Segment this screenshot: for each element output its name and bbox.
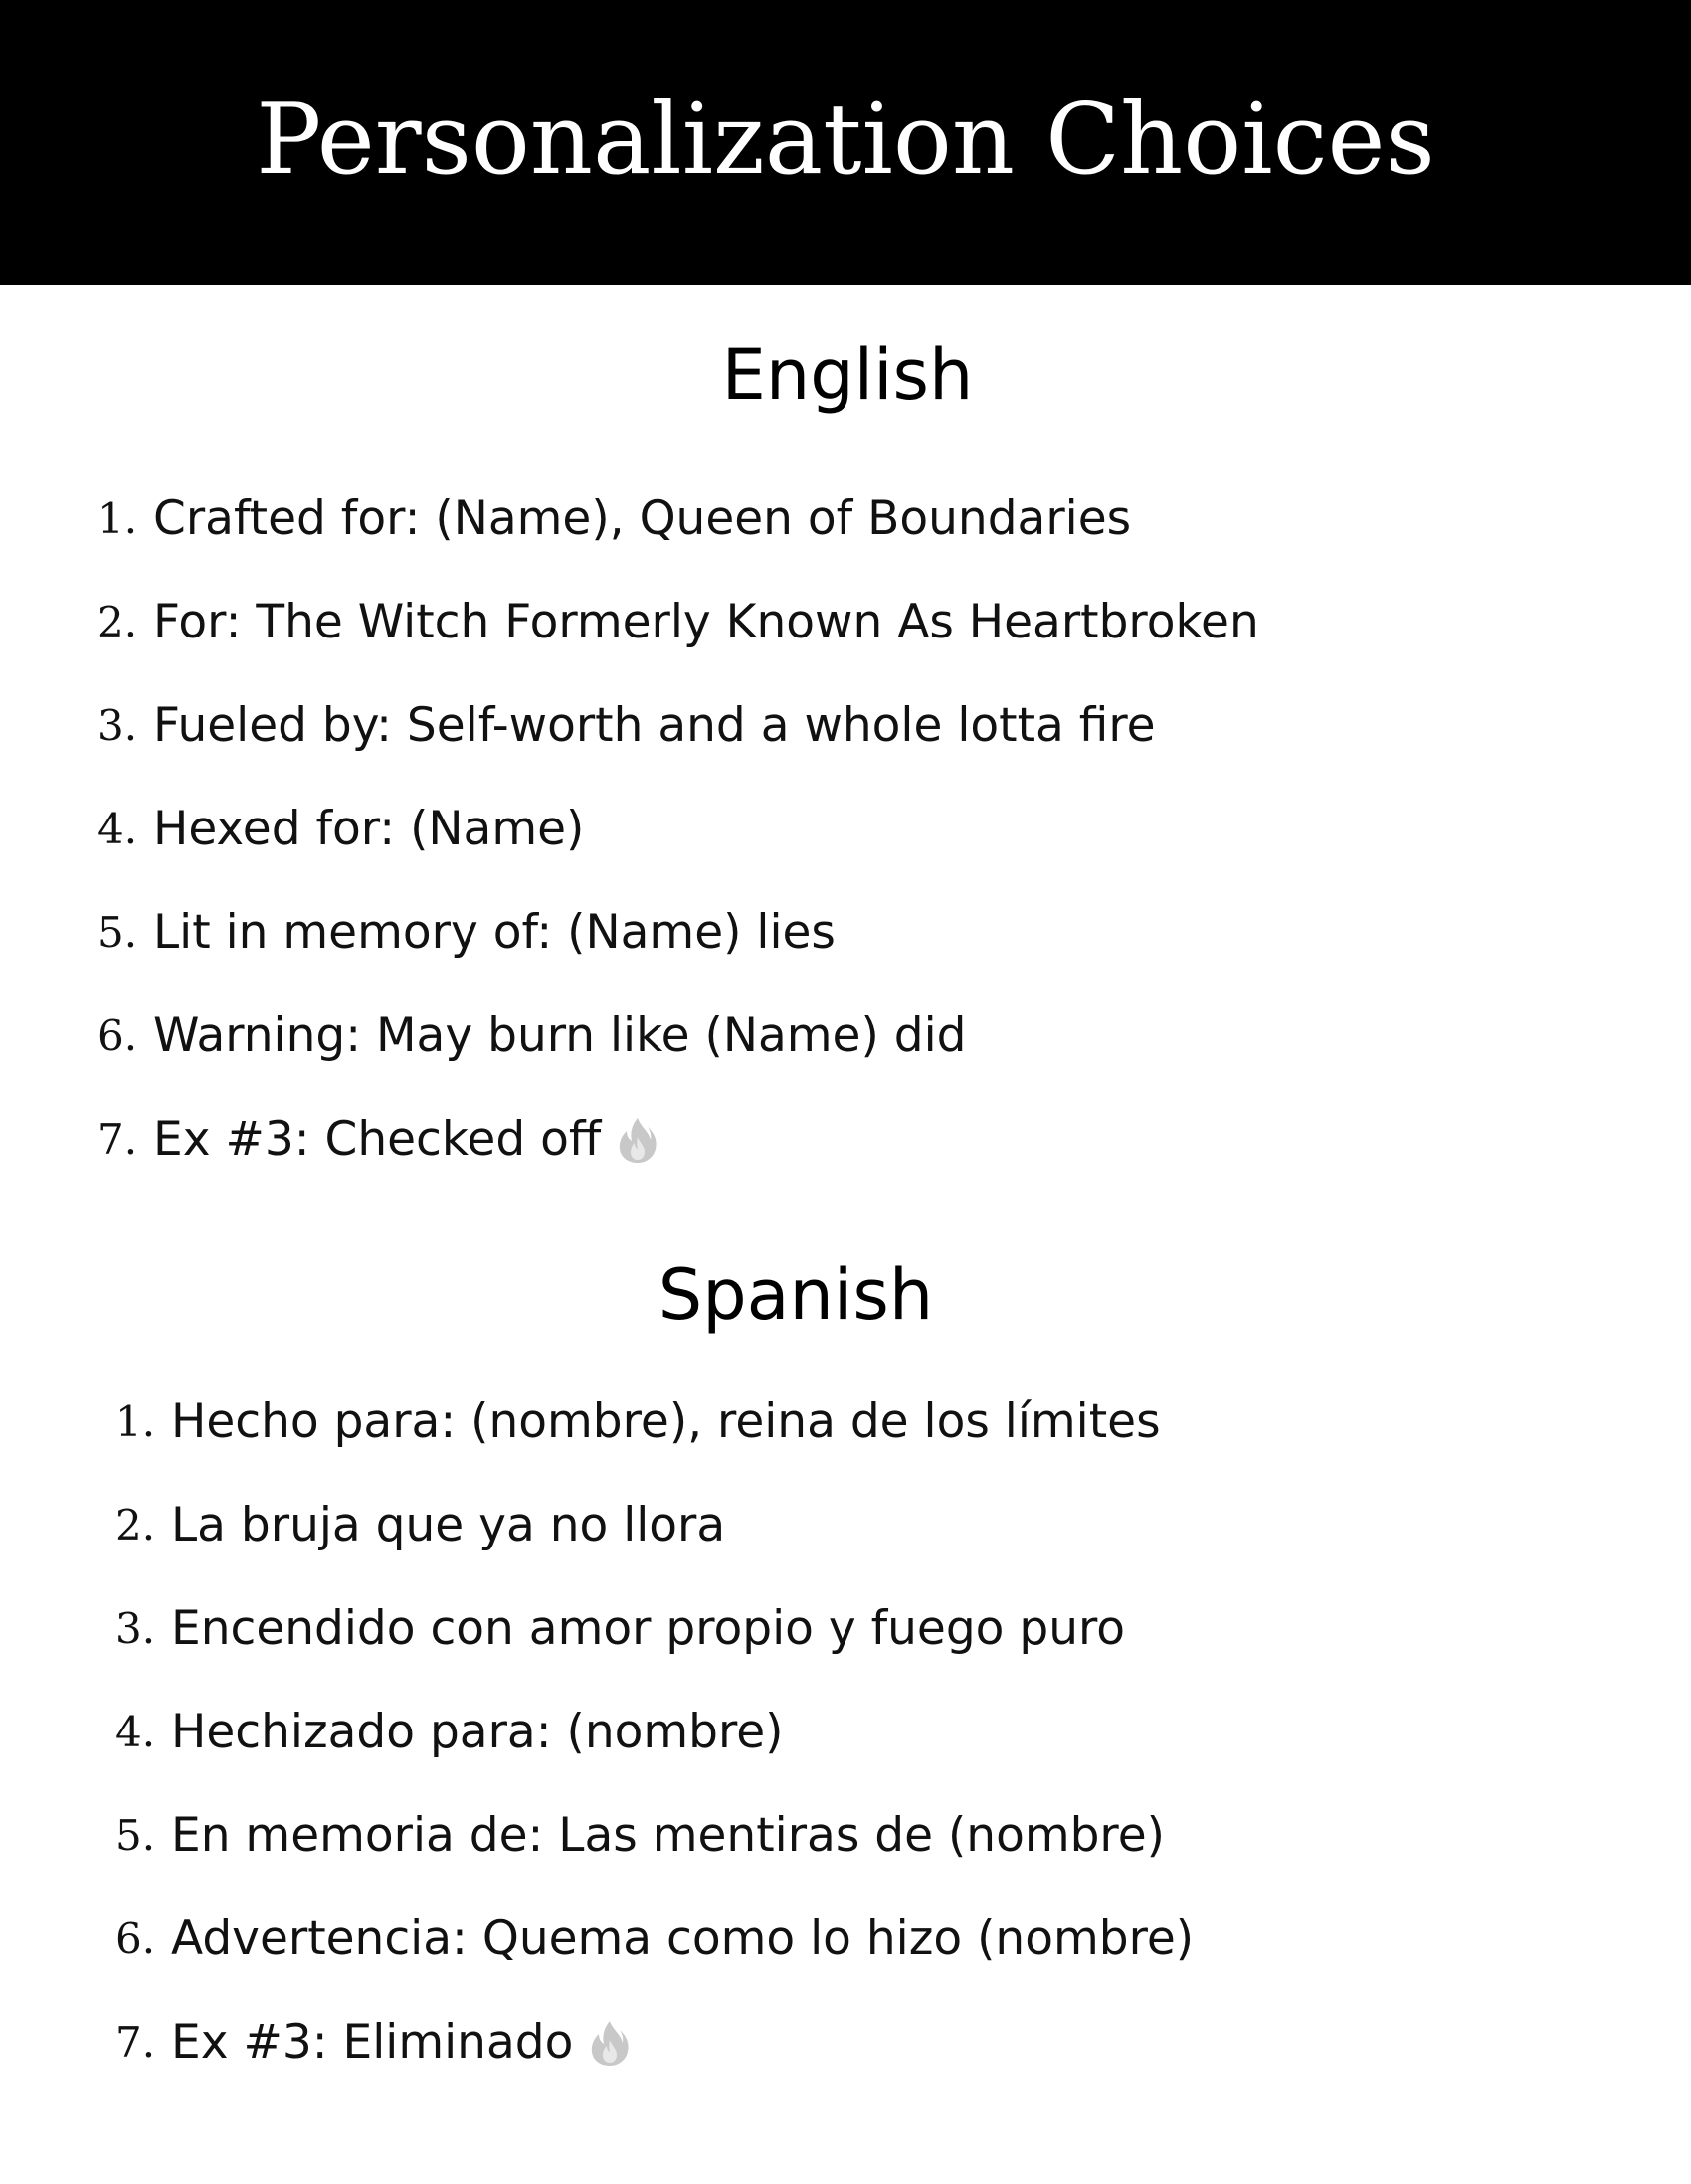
item-number: 4. [97,805,138,853]
item-text: Crafted for: (Name), Queen of Boundaries [153,491,1132,546]
page-title: Personalization Choices [256,84,1435,197]
header-banner [0,0,1691,285]
item-number: 3. [115,1604,156,1653]
list-item [97,985,1259,1088]
list-item [97,778,1259,881]
list-item [115,1784,1194,1888]
fire-icon [613,1115,662,1165]
list-item [97,1088,1259,1191]
spanish-heading: Spanish [658,1254,934,1336]
item-text: Lit in memory of: (Name) lies [153,905,836,960]
item-number: 1. [97,494,138,543]
item-number: 7. [115,2018,156,2067]
list-item [115,1370,1194,1474]
item-text: En memoria de: Las mentiras de (nombre) [171,1808,1165,1863]
item-number: 5. [115,1811,156,1860]
item-text: Hexed for: (Name) [153,802,585,856]
list-item [115,1888,1194,1991]
english-heading: English [721,334,974,416]
item-text: Hecho para: (nombre), reina de los límites [171,1394,1161,1449]
item-text: Ex #3: Eliminado [171,2015,574,2070]
list-item [97,467,1259,571]
list-item [97,571,1259,674]
english-list [97,467,1259,1191]
item-text: Fueled by: Self-worth and a whole lotta fire [153,698,1156,753]
item-number: 6. [97,1011,138,1060]
item-text: Hechizado para: (nombre) [171,1705,784,1759]
item-number: 3. [97,701,138,750]
item-number: 2. [115,1501,156,1549]
list-item [115,1577,1194,1681]
item-number: 7. [97,1115,138,1164]
spanish-list [115,1370,1194,2094]
item-number: 4. [115,1708,156,1756]
list-item [97,881,1259,985]
item-text: Encendido con amor propio y fuego puro [171,1601,1126,1656]
item-text: La bruja que ya no llora [171,1498,726,1552]
fire-icon [585,2018,635,2068]
list-item [115,1991,1194,2094]
item-number: 5. [97,908,138,957]
item-text: Ex #3: Checked off [153,1112,602,1167]
item-number: 1. [115,1397,156,1446]
item-number: 6. [115,1914,156,1963]
list-item [97,674,1259,778]
item-text: Warning: May burn like (Name) did [153,1008,967,1063]
list-item [115,1474,1194,1577]
item-text: Advertencia: Quema como lo hizo (nombre) [171,1911,1195,1966]
item-number: 2. [97,598,138,646]
item-text: For: The Witch Formerly Known As Heartbroken [153,595,1259,649]
list-item [115,1681,1194,1784]
